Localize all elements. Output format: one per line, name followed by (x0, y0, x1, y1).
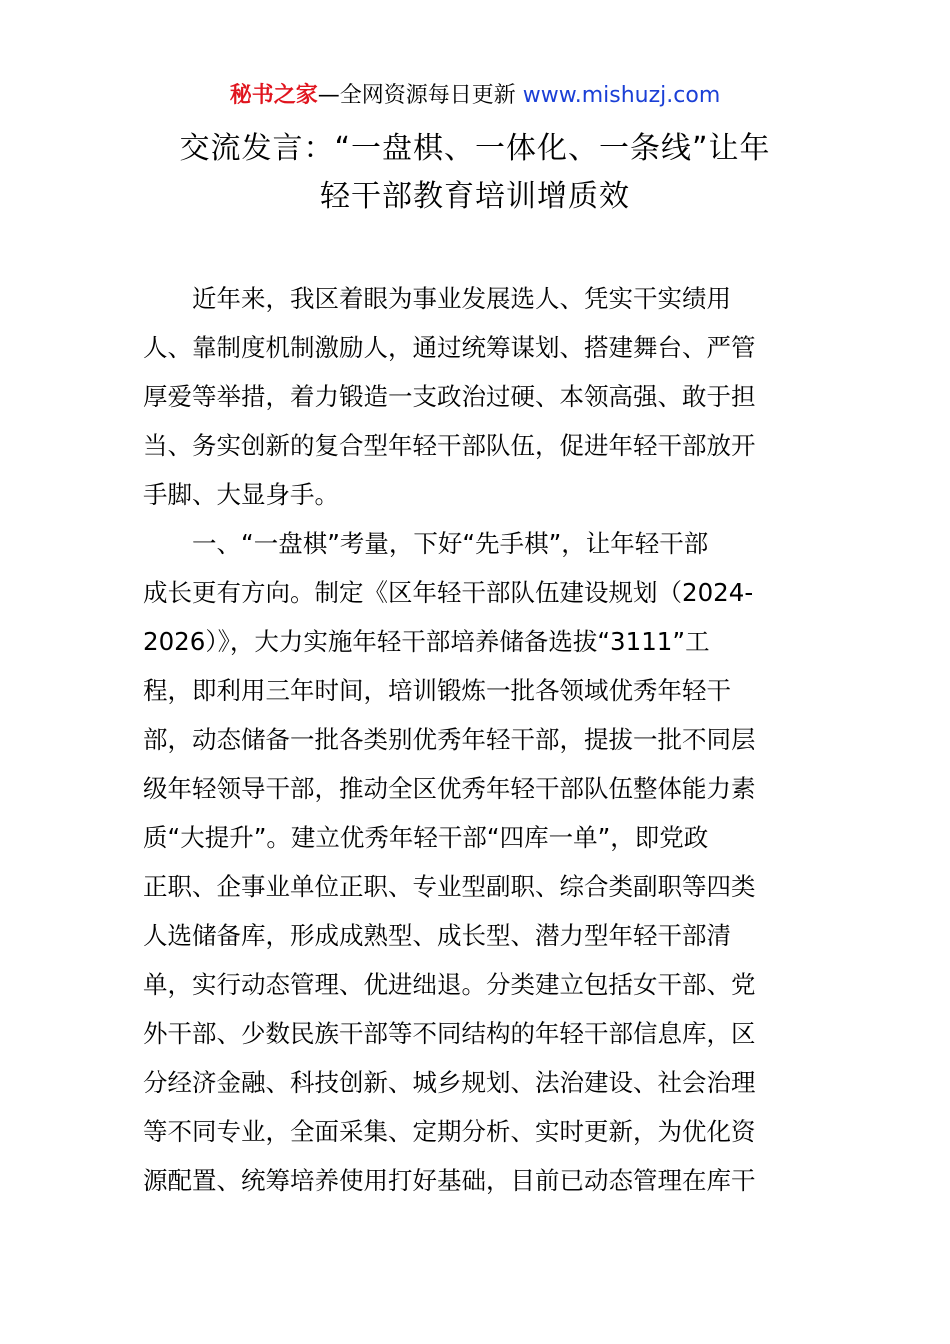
body-line: 程，即利用三年时间，培训锻炼一批各领域优秀年轻干 (143, 676, 731, 705)
body-line: 级年轻领导干部，推动全区优秀年轻干部队伍整体能力素 (143, 774, 756, 803)
site-url-link[interactable]: www.mishuzj.com (522, 83, 721, 108)
body-line: 正职、企事业单位正职、专业型副职、综合类副职等四类 (143, 872, 756, 901)
body-line: 人、靠制度机制激励人，通过统筹谋划、搭建舞台、严管 (143, 333, 756, 362)
body-line: 2026）》，大力实施年轻干部培养储备选拔“3111”工 (143, 627, 710, 656)
title-line-1: 交流发言：“一盘棋、一体化、一条线”让年 (179, 131, 771, 166)
site-header (0, 80, 950, 112)
body-line: 源配置、统筹培养使用打好基础，目前已动态管理在库干 (143, 1166, 756, 1195)
body-line: 分经济金融、科技创新、城乡规划、法治建设、社会治理 (143, 1068, 756, 1097)
body-line: 质“大提升”。建立优秀年轻干部“四库一单”，即党政 (143, 823, 709, 852)
document-body (143, 274, 809, 1205)
header-tagline: —全网资源每日更新 (317, 83, 523, 108)
body-line: 一、“一盘棋”考量，下好“先手棋”，让年轻干部 (143, 529, 709, 558)
body-line: 外干部、少数民族干部等不同结构的年轻干部信息库，区 (143, 1019, 756, 1048)
body-line: 成长更有方向。制定《区年轻干部队伍建设规划（2024- (143, 578, 754, 607)
title-line-2: 轻干部教育培训增质效 (320, 179, 630, 214)
body-line: 等不同专业，全面采集、定期分析、实时更新，为优化资 (143, 1117, 756, 1146)
document-title (120, 125, 830, 221)
body-line: 厚爱等举措，着力锻造一支政治过硬、本领高强、敢于担 (143, 382, 756, 411)
body-line: 当、务实创新的复合型年轻干部队伍，促进年轻干部放开 (143, 431, 756, 460)
body-line: 部，动态储备一批各类别优秀年轻干部，提拔一批不同层 (143, 725, 756, 754)
body-line: 单，实行动态管理、优进绌退。分类建立包括女干部、党 (143, 970, 756, 999)
brand-name: 秘书之家 (229, 83, 318, 108)
body-line: 近年来，我区着眼为事业发展选人、凭实干实绩用 (143, 284, 731, 313)
body-line: 手脚、大显身手。 (143, 480, 339, 509)
body-line: 人选储备库，形成成熟型、成长型、潜力型年轻干部清 (143, 921, 731, 950)
